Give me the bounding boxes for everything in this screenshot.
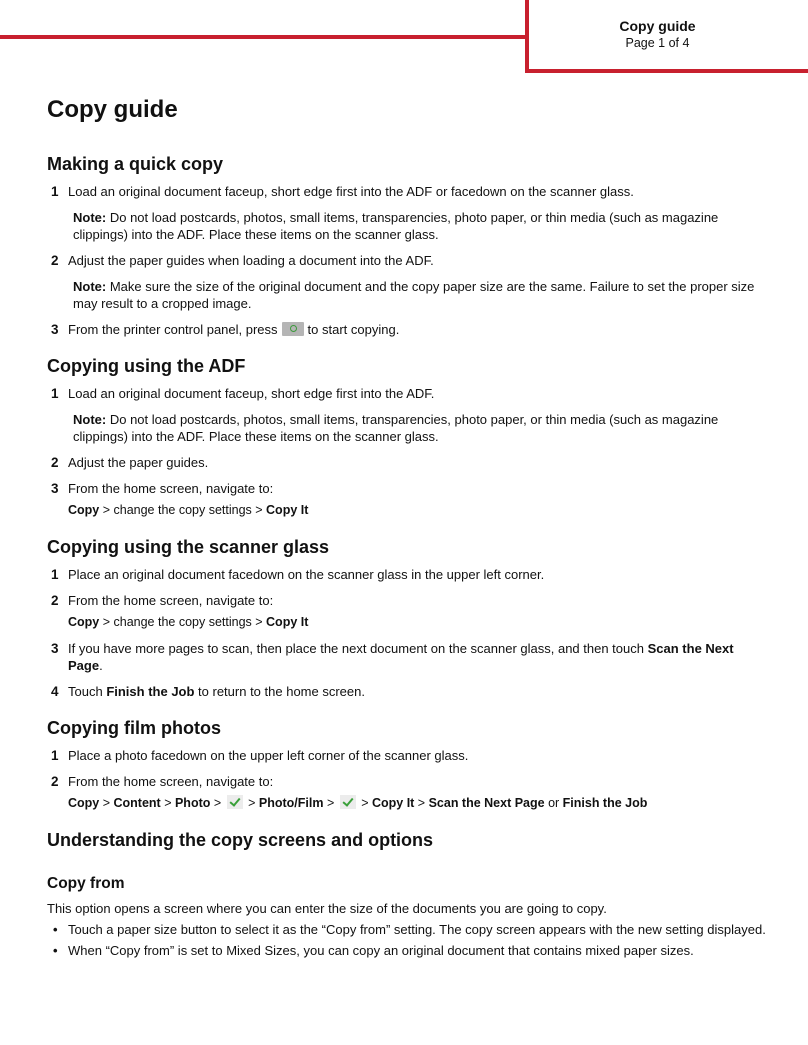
path-item: Photo/Film bbox=[258, 796, 324, 810]
section-heading: Making a quick copy bbox=[47, 154, 224, 174]
checkmark-icon bbox=[340, 795, 356, 809]
step-text: to start copying. bbox=[307, 322, 400, 337]
paragraph: This option opens a screen where you can enter the size of the documents you are going to copy. bbox=[47, 901, 607, 916]
section-heading: Copying using the scanner glass bbox=[47, 537, 330, 557]
step-text: Touch bbox=[68, 684, 107, 699]
step-1 bbox=[47, 747, 767, 764]
navigation-path bbox=[47, 502, 767, 519]
page-title: Copy guide bbox=[47, 96, 178, 123]
step-text: to return to the home screen. bbox=[194, 684, 365, 699]
path-item: Copy It bbox=[266, 615, 309, 629]
bullet: • bbox=[53, 922, 58, 937]
header-rule-left bbox=[0, 35, 528, 39]
step-text: Load an original document faceup, short edge first into the ADF. bbox=[68, 386, 435, 401]
note-label: Note: bbox=[73, 279, 107, 294]
step-number: 4 bbox=[51, 684, 59, 699]
subsection-heading: Copy from bbox=[47, 875, 125, 892]
note bbox=[47, 209, 767, 243]
note bbox=[47, 278, 767, 312]
step-3 bbox=[47, 640, 767, 674]
step-text: From the home screen, navigate to: bbox=[68, 774, 274, 789]
path-separator: > bbox=[414, 796, 429, 810]
section-heading: Copying film photos bbox=[47, 718, 221, 738]
checkmark-icon bbox=[227, 795, 243, 809]
step-number: 2 bbox=[51, 455, 59, 470]
path-text: > change the copy settings > bbox=[99, 503, 267, 517]
step-1 bbox=[47, 385, 767, 402]
path-item: Photo bbox=[174, 796, 211, 810]
step-2 bbox=[47, 592, 767, 609]
running-header-title: Copy guide bbox=[619, 18, 696, 34]
section-copy-options bbox=[47, 828, 767, 959]
step-number: 1 bbox=[51, 748, 59, 763]
step-number: 1 bbox=[51, 567, 59, 582]
step-text: If you have more pages to scan, then place the next document on the scanner glass, and then touch bbox=[68, 641, 648, 656]
path-item: Copy bbox=[68, 615, 100, 629]
step-3 bbox=[47, 480, 767, 497]
step-1 bbox=[47, 183, 767, 200]
note-text: Make sure the size of the original document and the copy paper size are the same. Failure to set the proper size may result to a cropped image. bbox=[73, 279, 755, 311]
start-button-icon bbox=[282, 322, 304, 336]
header-rule-right bbox=[525, 69, 808, 73]
document-body bbox=[47, 94, 767, 975]
bullet: • bbox=[53, 943, 58, 958]
section-heading: Understanding the copy screens and options bbox=[47, 830, 434, 850]
step-3 bbox=[47, 321, 767, 338]
path-separator: > bbox=[210, 796, 225, 810]
step-number: 1 bbox=[51, 184, 59, 199]
step-text-bold: Scan the Next Page bbox=[68, 641, 734, 673]
note-text: Do not load postcards, photos, small items, transparencies, photo paper, or thin media (such as magazine clippings) into the ADF. Place these items on the scanner glass. bbox=[73, 412, 719, 444]
path-item: Scan the Next Page bbox=[428, 796, 545, 810]
step-number: 1 bbox=[51, 386, 59, 401]
list-item bbox=[47, 921, 767, 938]
step-2 bbox=[47, 773, 767, 790]
step-number: 2 bbox=[51, 774, 59, 789]
path-separator: > bbox=[357, 796, 372, 810]
step-text: Adjust the paper guides. bbox=[68, 455, 209, 470]
note bbox=[47, 411, 767, 445]
step-number: 3 bbox=[51, 641, 59, 656]
list-item bbox=[47, 942, 767, 959]
step-text: Adjust the paper guides when loading a document into the ADF. bbox=[68, 253, 434, 268]
step-text: From the home screen, navigate to: bbox=[68, 481, 274, 496]
path-separator: > bbox=[323, 796, 338, 810]
list-item-text: Touch a paper size button to select it as the “Copy from” setting. The copy screen appears with the new setting displayed. bbox=[68, 922, 766, 937]
path-item: Copy bbox=[68, 796, 100, 810]
step-text: From the home screen, navigate to: bbox=[68, 593, 274, 608]
navigation-path bbox=[47, 795, 767, 812]
note-label: Note: bbox=[73, 210, 107, 225]
step-text: Load an original document faceup, short edge first into the ADF or facedown on the scanner glass. bbox=[68, 184, 634, 199]
section-film-photos bbox=[47, 716, 767, 812]
path-item: Finish the Job bbox=[562, 796, 648, 810]
step-number: 3 bbox=[51, 481, 59, 496]
path-or: or bbox=[544, 796, 563, 810]
list-item-text: When “Copy from” is set to Mixed Sizes, you can copy an original document that contains mixed paper sizes. bbox=[68, 943, 694, 958]
path-separator: > bbox=[99, 796, 114, 810]
step-2 bbox=[47, 454, 767, 471]
step-number: 3 bbox=[51, 322, 59, 337]
step-number: 2 bbox=[51, 253, 59, 268]
path-item: Copy It bbox=[371, 796, 415, 810]
path-separator: > bbox=[244, 796, 259, 810]
path-separator: > bbox=[160, 796, 175, 810]
path-item: Copy bbox=[68, 503, 100, 517]
step-text: . bbox=[99, 658, 103, 673]
step-text: Place an original document facedown on the scanner glass in the upper left corner. bbox=[68, 567, 545, 582]
path-text: > change the copy settings > bbox=[99, 615, 267, 629]
step-text-bold: Finish the Job bbox=[106, 684, 195, 699]
note-label: Note: bbox=[73, 412, 107, 427]
section-scanner-glass bbox=[47, 535, 767, 700]
step-text: Place a photo facedown on the upper left corner of the scanner glass. bbox=[68, 748, 469, 763]
step-4 bbox=[47, 683, 767, 700]
section-heading: Copying using the ADF bbox=[47, 356, 246, 376]
header-rule-vertical bbox=[525, 0, 529, 73]
step-1 bbox=[47, 566, 767, 583]
section-quick-copy bbox=[47, 152, 767, 338]
navigation-path bbox=[47, 614, 767, 631]
path-item: Content bbox=[113, 796, 161, 810]
step-text: From the printer control panel, press bbox=[68, 322, 278, 337]
page-number: Page 1 of 4 bbox=[625, 36, 690, 50]
step-2 bbox=[47, 252, 767, 269]
note-text: Do not load postcards, photos, small items, transparencies, photo paper, or thin media (such as magazine clippings) into the ADF. Place these items on the scanner glass. bbox=[73, 210, 719, 242]
running-header bbox=[560, 17, 755, 51]
step-number: 2 bbox=[51, 593, 59, 608]
section-adf bbox=[47, 354, 767, 519]
path-item: Copy It bbox=[266, 503, 309, 517]
